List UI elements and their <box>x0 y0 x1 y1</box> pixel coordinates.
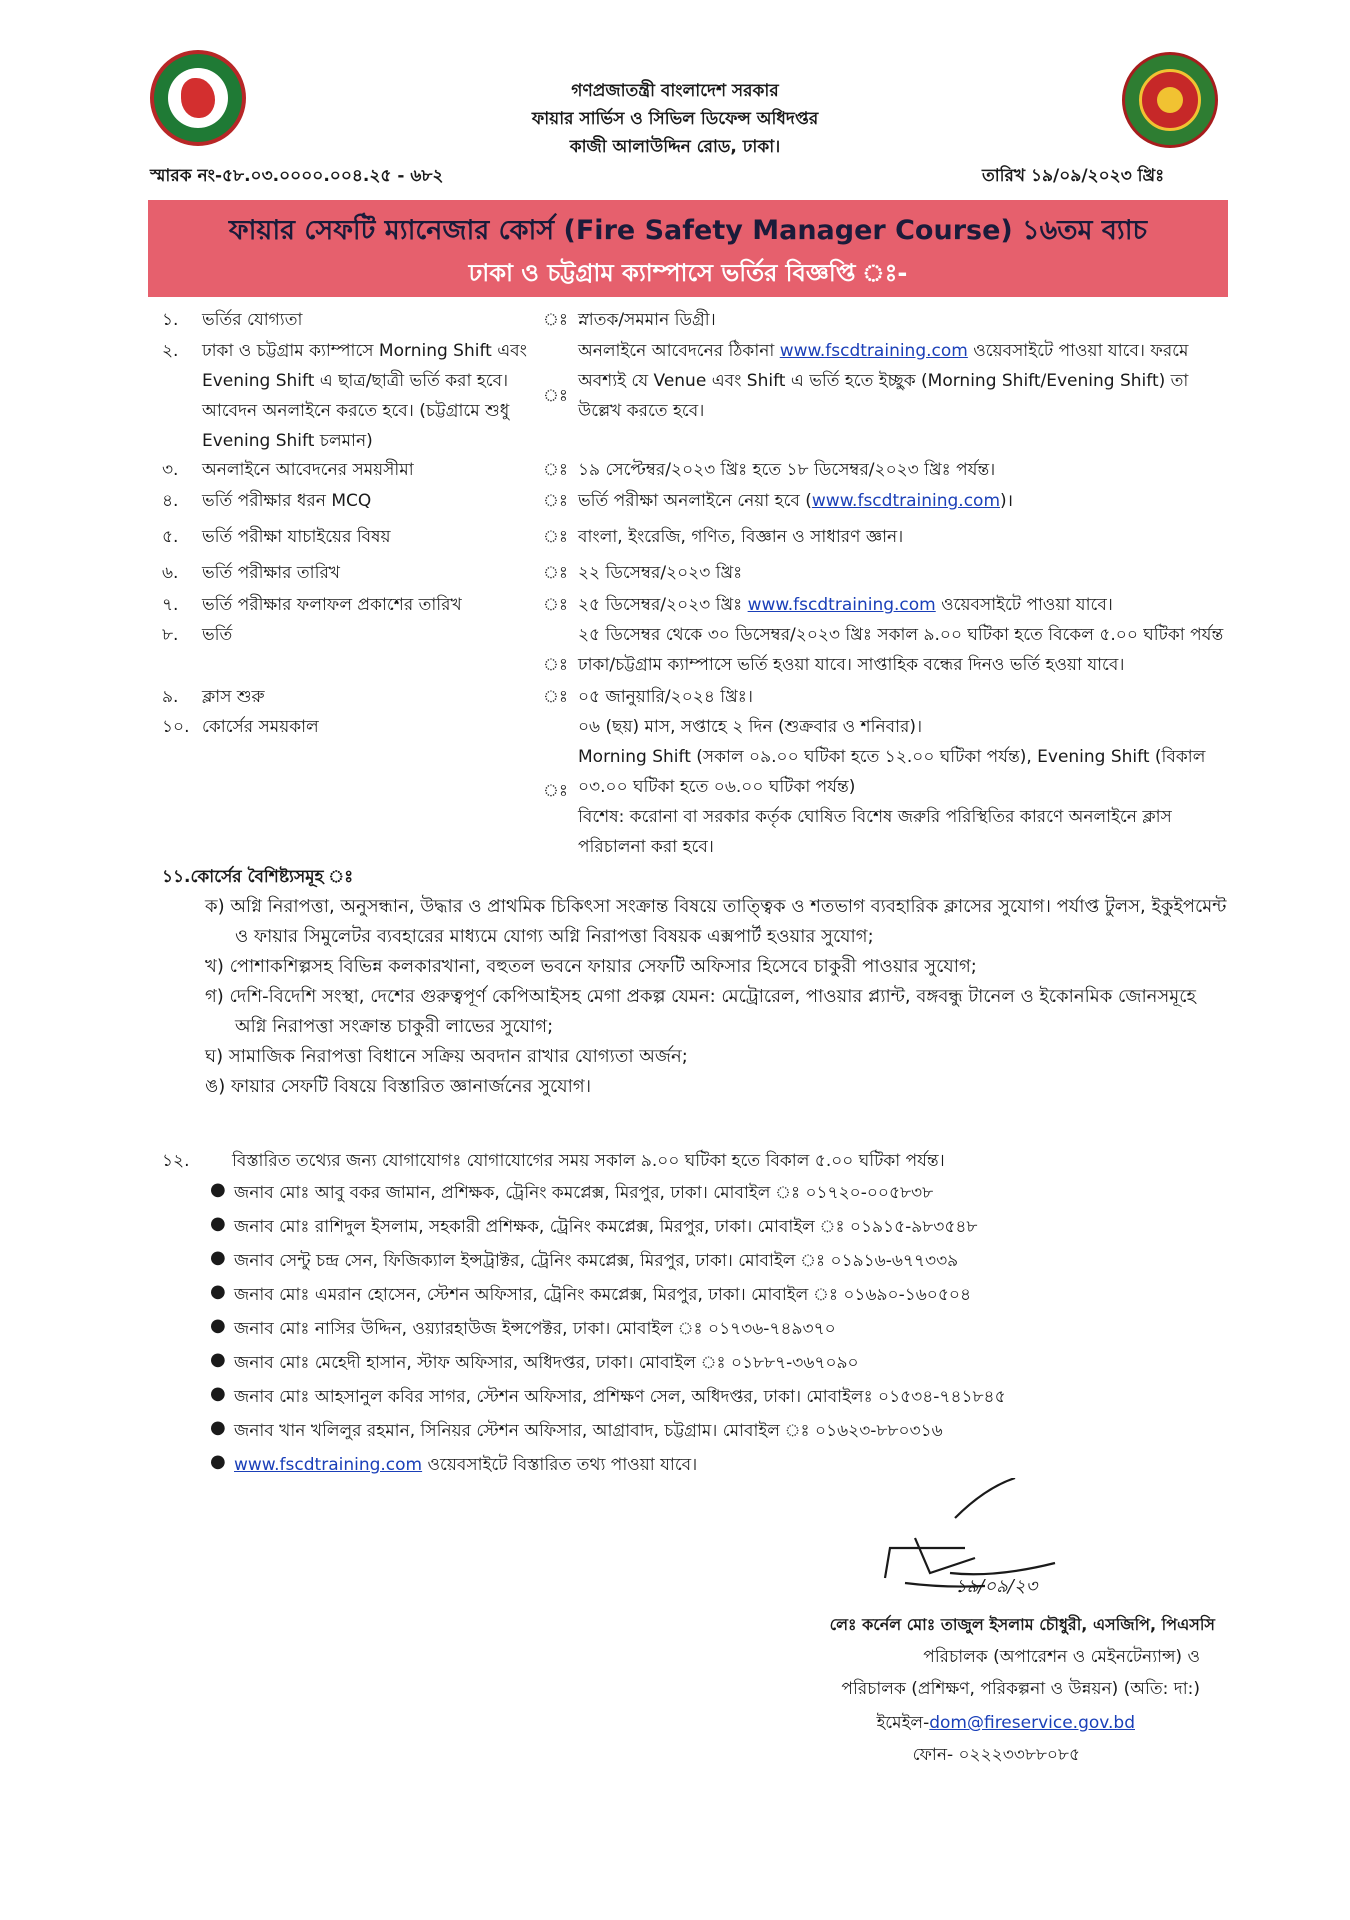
contact-item: জনাব মোঃ আবু বকর জামান, প্রশিক্ষক, ট্রেনিং কমপ্লেক্স, মিরপুর, ঢাকা। মোবাইল ঃ ০১৭২০-০০৫৮৩৮ <box>234 1183 934 1203</box>
item-number: ৮. <box>162 625 179 645</box>
signatory-name: লেঃ কর্নেল মোঃ তাজুল ইসলাম চৌধুরী, এসজিপি, পিএসসি <box>829 1615 1215 1634</box>
item-value <box>578 712 1228 862</box>
contact-number: ১২. <box>162 1151 190 1171</box>
signature-date: ১৯/০৯/২৩ <box>955 1576 1038 1597</box>
banner-subtitle: ঢাকা ও চট্টগ্রাম ক্যাম্পাসে ভর্তির বিজ্ঞপ্তি ঃ- <box>468 259 908 287</box>
item-label: কোর্সের সময়কাল <box>202 717 319 737</box>
memo-date: তারিখ ১৯/০৯/২০২৩ খ্রিঃ <box>982 166 1165 186</box>
item-label: ক্লাস শুরু <box>202 687 265 707</box>
memo-number: স্মারক নং-৫৮.০৩.০০০০.০০৪.২৫ - ৬৮২ <box>150 166 444 186</box>
item-number: ২. <box>162 341 179 361</box>
item-number: ৭. <box>162 595 179 615</box>
item-colon: ঃ <box>543 527 568 547</box>
bullet-icon: ● <box>210 1349 226 1370</box>
bullet-icon: ● <box>210 1247 226 1268</box>
item-value <box>578 336 1228 426</box>
features-list <box>205 892 1230 1102</box>
item-value: ২৫ ডিসেম্বর থেকে ৩০ ডিসেম্বর/২০২৩ খ্রিঃ সকাল ৯.০০ ঘটিকা হতে বিকেল ৫.০০ ঘটিকা পর্যন্ত ঢাকা/চট্টগ্রাম ক্যাম্পাসে ভর্তি হওয়া যাবে। সাপ্তাহিক বন্ধের দিনও ভর্তি হওয়া যাবে। <box>578 625 1224 675</box>
training-site-link[interactable]: www.fscdtraining.com <box>234 1455 423 1475</box>
header-line-3: কাজী আলাউদ্দিন রোড, ঢাকা। <box>569 137 781 157</box>
contact-item: জনাব খান খলিলুর রহমান, সিনিয়র স্টেশন অফিসার, আগ্রাবাদ, চট্টগ্রাম। মোবাইল ঃ ০১৬২৩-৮৮০৩১৬ <box>234 1421 943 1441</box>
item-value: ২২ ডিসেম্বর/২০২৩ খ্রিঃ <box>578 563 743 583</box>
contact-intro: বিস্তারিত তথ্যের জন্য যোগাযোগঃ যোগাযোগের সময় সকাল ৯.০০ ঘটিকা হতে বিকাল ৫.০০ ঘটিকা পর্যন্ত। <box>232 1151 945 1171</box>
item-colon: ঃ <box>543 491 568 511</box>
item-label: অনলাইনে আবেদনের সময়সীমা <box>202 460 414 480</box>
item-colon: ঃ <box>543 310 568 330</box>
item-value <box>578 590 1228 620</box>
item-number: ৩. <box>162 460 179 480</box>
item-number: ১০. <box>162 717 190 737</box>
item-colon: ঃ <box>543 595 568 615</box>
feature-item: ঙ) ফায়ার সেফটি বিষয়ে বিস্তারিত জ্ঞানার্জনের সুযোগ। <box>205 1076 592 1097</box>
online-note: বিশেষ: করোনা বা সরকার কর্তৃক ঘোষিত বিশেষ জরুরি পরিস্থিতির কারণে অনলাইনে ক্লাস পরিচালনা করা হবে। <box>578 807 1172 857</box>
website-text: ওয়েবসাইটে বিস্তারিত তথ্য পাওয়া যাবে। <box>427 1455 698 1475</box>
item-label: ভর্তি পরীক্ষার তারিখ <box>202 563 340 583</box>
item-value-text: )। <box>1000 491 1014 511</box>
contact-item: জনাব মোঃ নাসির উদ্দিন, ওয়্যারহাউজ ইন্সপেক্টর, ঢাকা। মোবাইল ঃ ০১৭৩৬-৭৪৯৩৭০ <box>234 1319 836 1339</box>
signatory-phone: ফোন- ০২২২৩৩৮৮০৮৫ <box>912 1745 1080 1765</box>
item-colon: ঃ <box>543 460 568 480</box>
item-number: ৫. <box>162 527 179 547</box>
feature-item: ক) অগ্নি নিরাপত্তা, অনুসন্ধান, উদ্ধার ও প্রাথমিক চিকিৎসা সংক্রান্ত বিষয়ে তাত্ত্বিক ও শতভাগ ব্যবহারিক ক্লাসের সুযোগ। পর্যাপ্ত টুলস, ইকুইপমেন্ট ও ফায়ার সিমুলেটর ব্যবহারের মাধ্যমে যোগ্য অগ্নি নিরাপত্তা বিষয়ক এক্সপার্ট হওয়ার সুযোগ; <box>205 896 1227 947</box>
title-banner <box>148 200 1228 297</box>
item-value-text: ২৫ ডিসেম্বর/২০২৩ খ্রিঃ <box>578 595 743 615</box>
item-number: ৪. <box>162 491 179 511</box>
item-number: ১. <box>162 310 179 330</box>
header-line-2: ফায়ার সার্ভিস ও সিভিল ডিফেন্স অধিদপ্তর <box>531 109 819 129</box>
item-label: ভর্তি <box>202 625 233 645</box>
banner-title: ফায়ার সেফটি ম্যানেজার কোর্স (Fire Safety Manager Course) ১৬তম ব্যাচ <box>228 215 1148 246</box>
item-colon: ঃ <box>543 781 568 801</box>
item-value-text: ওয়েবসাইটে পাওয়া যাবে। <box>941 595 1113 615</box>
item-value <box>578 486 1228 516</box>
header-line-1: গণপ্রজাতন্ত্রী বাংলাদেশ সরকার <box>571 81 779 101</box>
signatory-email <box>800 1710 1135 1738</box>
item-value-text: ওয়েবসাইটে পাওয়া যাবে। ফরমে অবশ্যই যে Venue এবং Shift এ ভর্তি হতে ইচ্ছুক (Morning Shift/Evening Shift) তা উল্লেখ করতে হবে। <box>578 341 1189 421</box>
feature-item: ঘ) সামাজিক নিরাপত্তা বিধানে সক্রিয় অবদান রাখার যোগ্যতা অর্জন; <box>205 1046 688 1067</box>
bullet-icon: ● <box>210 1383 226 1404</box>
training-site-link[interactable]: www.fscdtraining.com <box>811 491 1001 511</box>
contact-item: জনাব মোঃ আহসানুল কবির সাগর, স্টেশন অফিসার, প্রশিক্ষণ সেল, অধিদপ্তর, ঢাকা। মোবাইলঃ ০১৫৩৪-৭৪১৮৪৫ <box>234 1387 1006 1407</box>
contact-item: জনাব মোঃ এমরান হোসেন, স্টেশন অফিসার, ট্রেনিং কমপ্লেক্স, মিরপুর, ঢাকা। মোবাইল ঃ ০১৬৯০-১৬০৫০৪ <box>234 1285 971 1305</box>
contact-item: জনাব সেন্টু চন্দ্র সেন, ফিজিক্যাল ইন্সট্রাক্টর, ট্রেনিং কমপ্লেক্স, মিরপুর, ঢাকা। মোবাইল ঃ ০১৯১৬-৬৭৭৩৩৯ <box>234 1251 959 1271</box>
item-colon: ঃ <box>543 655 568 675</box>
item-value: ১৯ সেপ্টেম্বর/২০২৩ খ্রিঃ হতে ১৮ ডিসেম্বর/২০২৩ খ্রিঃ পর্যন্ত। <box>578 460 996 480</box>
item-label: ভর্তি পরীক্ষা যাচাইয়ের বিষয় <box>202 527 391 547</box>
email-link[interactable]: dom@fireservice.gov.bd <box>929 1713 1135 1733</box>
duration-text: ০৬ (ছয়) মাস, সপ্তাহে ২ দিন (শুক্রবার ও শনিবার)। <box>578 717 923 737</box>
item-value-text: ভর্তি পরীক্ষা অনলাইনে নেয়া হবে ( <box>578 491 812 511</box>
bullet-icon: ● <box>210 1179 226 1200</box>
website-line <box>234 1452 697 1480</box>
item-value: ০৫ জানুয়ারি/২০২৪ খ্রিঃ। <box>578 687 753 707</box>
training-site-link[interactable]: www.fscdtraining.com <box>747 595 936 615</box>
item-number: ৯. <box>162 687 179 707</box>
contact-item: জনাব মোঃ রাশিদুল ইসলাম, সহকারী প্রশিক্ষক, ট্রেনিং কমপ্লেক্স, মিরপুর, ঢাকা। মোবাইল ঃ ০১৯১৫-৯৮৩৫৪৮ <box>234 1217 978 1237</box>
item-label: ভর্তি পরীক্ষার ধরন MCQ <box>202 491 372 511</box>
training-site-link[interactable]: www.fscdtraining.com <box>779 341 968 361</box>
item-number: ৬. <box>162 563 179 583</box>
shift-times: Morning Shift (সকাল ০৯.০০ ঘটিকা হতে ১২.০০ ঘটিকা পর্যন্ত), Evening Shift (বিকাল ০৩.০০ ঘটিকা হতে ০৬.০০ ঘটিকা পর্যন্ত) <box>578 747 1206 797</box>
bullet-icon: ● <box>210 1417 226 1438</box>
item-value: বাংলা, ইংরেজি, গণিত, বিজ্ঞান ও সাধারণ জ্ঞান। <box>578 527 904 547</box>
item-label: ঢাকা ও চট্টগ্রাম ক্যাম্পাসে Morning Shift এবং Evening Shift এ ছাত্র/ছাত্রী ভর্তি করা হবে। আবেদন অনলাইনে করতে হবে। (চট্টগ্রামে শুধু Evening Shift চলমান) <box>202 341 527 451</box>
bullet-icon: ● <box>210 1315 226 1336</box>
item-label: ভর্তির যোগ্যতা <box>202 310 303 330</box>
item-value-text: অনলাইনে আবেদনের ঠিকানা <box>578 341 775 361</box>
item-value: স্নাতক/সমমান ডিগ্রী। <box>578 310 716 330</box>
feature-item: খ) পোশাকশিল্পসহ বিভিন্ন কলকারখানা, বহুতল ভবনে ফায়ার সেফটি অফিসার হিসেবে চাকুরী পাওয়ার সুযোগ; <box>205 956 977 977</box>
email-label: ইমেইল- <box>876 1713 930 1733</box>
bullet-icon: ● <box>210 1281 226 1302</box>
features-heading: ১১.কোর্সের বৈশিষ্ট্যসমূহ ঃ <box>162 867 354 887</box>
item-colon: ঃ <box>543 563 568 583</box>
signatory-title-1: পরিচালক (অপারেশন ও মেইনটেন্যান্স) ও <box>923 1647 1200 1667</box>
bullet-icon: ● <box>210 1451 226 1472</box>
item-colon: ঃ <box>543 386 568 406</box>
signatory-title-2: পরিচালক (প্রশিক্ষণ, পরিকল্পনা ও উন্নয়ন) (অতি: দা:) <box>841 1679 1200 1699</box>
item-colon: ঃ <box>543 687 568 707</box>
item-label: ভর্তি পরীক্ষার ফলাফল প্রকাশের তারিখ <box>202 595 462 615</box>
contact-item: জনাব মোঃ মেহেদী হাসান, স্টাফ অফিসার, অধিদপ্তর, ঢাকা। মোবাইল ঃ ০১৮৮৭-৩৬৭০৯০ <box>234 1353 859 1373</box>
feature-item: গ) দেশি-বিদেশি সংস্থা, দেশের গুরুত্বপূর্ণ কেপিআইসহ মেগা প্রকল্প যেমন: মেট্রোরেল, পাওয়ার প্ল্যান্ট, বঙ্গবন্ধু টানেল ও ইকোনমিক জোনসমূহে অগ্নি নিরাপত্তা সংক্রান্ত চাকুরী লাভের সুযোগ; <box>205 986 1196 1037</box>
bullet-icon: ● <box>210 1213 226 1234</box>
